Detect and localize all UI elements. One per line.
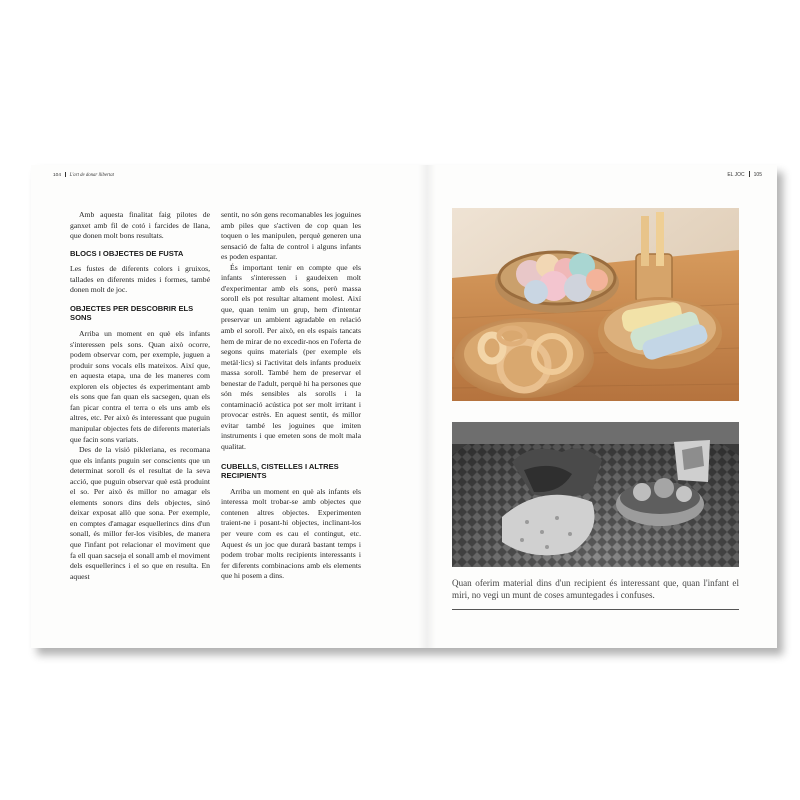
paragraph: Arriba un moment en què els infants s'interessen pels sons. Quan això ocorre, podem observar com, per exemple, juguen a produir sons vocals ells mateixos. Així que, en aquesta etapa, una de les maneres com exploren els objectes és experimentant amb els sons que fan quan els sacsegen, quan els fan picar contra el terra o els uns amb els altres, etc. Per això és interessant que puguin manipular objectes fets de diferents materials que facin sons variats.: [70, 329, 210, 444]
paragraph: Arriba un moment en què als infants els interessa molt trobar-se amb objectes que contenen altres objectes. Experimenten traient-ne i posant-hi objectes, inclinant-los per veure com es cau el contingut, etc. Aquest és un joc que durarà bastant temps i podem trobar molts recipients interessants i fer diferents combinacions amb els elements que hi posem a dins.: [221, 486, 361, 581]
header-divider: [65, 172, 66, 177]
right-page-number: 105: [753, 172, 762, 178]
text-column-2: [221, 210, 361, 582]
book-title: L'art de donar llibertat: [69, 173, 114, 178]
section-title: EL JOC: [727, 172, 745, 178]
paragraph: sentit, no són gens recomanables les joguines amb piles que s'activen de cop quan les toquen o les manipulen, perquè generen una sensació de falta de control i alguns infants es poden espantar.: [221, 210, 361, 262]
section-heading: BLOCS I OBJECTES DE FUSTA: [70, 248, 184, 258]
caption-rule: [452, 609, 739, 610]
section-heading: CUBELLS, CISTELLES I ALTRES RECIPIENTS: [221, 461, 339, 481]
paragraph: És important tenir en compte que els infants s'interessen i gaudeixen molt d'experimentar amb els sons, però massa soroll els pot resultar altament molest. Així que, quan tenim un grup, hem d'intentar preservar un ambient agradable en relació amb el soroll. Per això, en els espais tancats hem de mirar de no excedir-nos en l'oferta de segons quins materials (per exemple els metàl·lics) si l'activitat dels infants produeix massa soroll. També hem de preservar el benestar de l'adult, perquè hi ha persones que són més sensibles als sorolls i la contaminació acústica pot ser molt irritant i provocar estrès. En aquest sentit, és millor evitar també les joguines que imiten instruments i que emeten sons de molt mala qualitat.: [221, 262, 361, 452]
photo-basket-on-rug: [452, 422, 739, 567]
paragraph: Les fustes de diferents colors i gruixos, tallades en diferents mides i formes, també donen molt de joc.: [70, 264, 210, 295]
left-page-number: 104: [53, 173, 62, 178]
section-heading: OBJECTES PER DESCOBRIR ELS SONS: [70, 303, 194, 323]
paragraph: Amb aquesta finalitat faig pilotes de ganxet amb fil de cotó i farcides de llana, que donen molt bons resultats.: [70, 210, 210, 241]
book-gutter: [418, 165, 436, 648]
paragraph: Des de la visió pikleriana, es recomana que els infants puguin ser conscients que un determinat soroll és el resultat de la seva acció, que puguin observar què està produint el so. Per això és millor no amagar els elements sonors dins dels objectes, sinó deixar exposat allò que sona. Per exemple, en comptes d'amagar esquellerincs dins d'un sonall, és millor fer-los visibles, de manera que l'infant pot relacionar el moviment que fa ell quan sacseja el sonall amb el moviment dels esquellerincs i el so que en resulta. En aquest: [70, 445, 210, 581]
left-running-header: [53, 172, 114, 178]
header-divider: [749, 171, 750, 177]
photo-caption: Quan oferim material dins d'un recipient és interessant que, quan l'infant el miri, no vegi un munt de coses amuntegades i confuses.: [452, 578, 739, 601]
photo-baskets-balls-rings: [452, 208, 739, 401]
right-running-header: [727, 171, 762, 178]
text-column-1: [70, 210, 210, 582]
